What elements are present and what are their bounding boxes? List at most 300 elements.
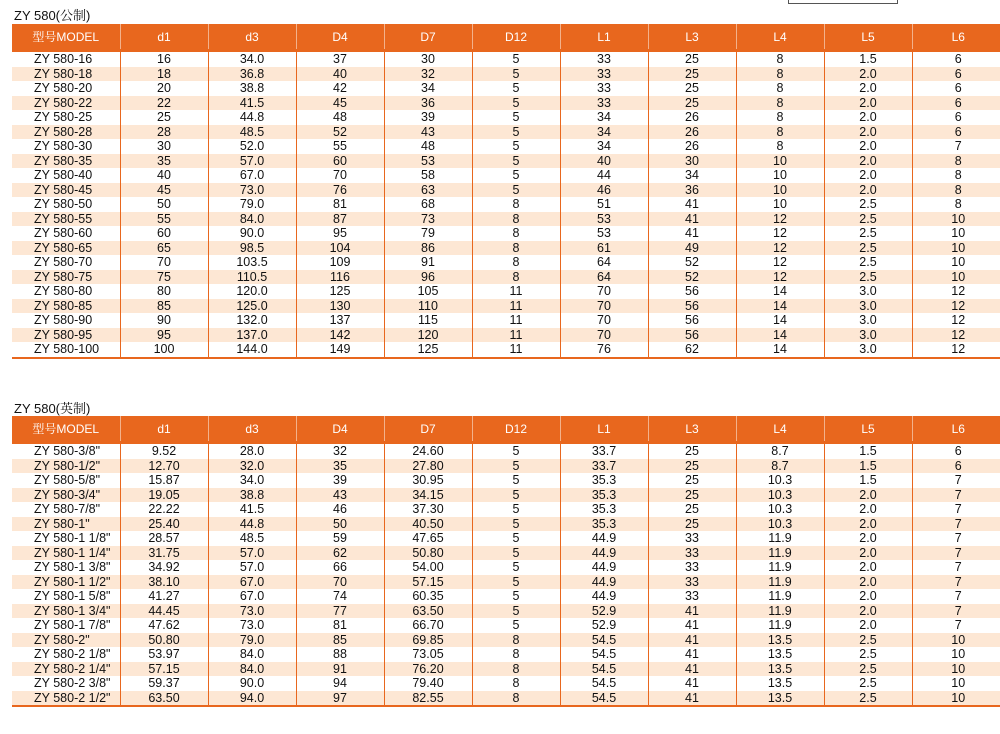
column-header: L4 bbox=[736, 416, 824, 443]
value-cell: 5 bbox=[472, 110, 560, 125]
value-cell: 41.5 bbox=[208, 502, 296, 517]
value-cell: 10 bbox=[912, 270, 1000, 285]
value-cell: 10 bbox=[736, 183, 824, 198]
table-row bbox=[12, 139, 1000, 154]
model-cell: ZY 580-40 bbox=[34, 168, 93, 183]
model-cell: ZY 580-3/8" bbox=[12, 443, 120, 459]
value-cell: 5 bbox=[472, 81, 560, 96]
imperial-header-row bbox=[12, 416, 1000, 443]
column-header: 型号MODEL bbox=[12, 416, 120, 443]
value-cell: 11.9 bbox=[736, 531, 824, 546]
value-cell: 125 bbox=[296, 284, 384, 299]
table-row bbox=[12, 154, 1000, 169]
column-header: L3 bbox=[648, 24, 736, 51]
value-cell: 33 bbox=[648, 546, 736, 561]
value-cell: 1.5 bbox=[824, 459, 912, 474]
table-row bbox=[12, 662, 1000, 677]
column-header: L3 bbox=[648, 416, 736, 443]
value-cell: 34.92 bbox=[120, 560, 208, 575]
value-cell: 2.5 bbox=[824, 197, 912, 212]
model-cell: ZY 580-1 3/8" bbox=[34, 560, 111, 575]
value-cell: 84.0 bbox=[208, 647, 296, 662]
value-cell: 2.0 bbox=[824, 96, 912, 111]
value-cell: 34.15 bbox=[384, 488, 472, 503]
value-cell: 12.70 bbox=[120, 459, 208, 474]
value-cell: 37.30 bbox=[384, 502, 472, 517]
column-header: L1 bbox=[560, 24, 648, 51]
value-cell: 35.3 bbox=[560, 473, 648, 488]
value-cell: 6 bbox=[912, 67, 1000, 82]
value-cell: 2.5 bbox=[824, 212, 912, 227]
value-cell: 41 bbox=[648, 226, 736, 241]
value-cell: 52 bbox=[296, 125, 384, 140]
value-cell: 13.5 bbox=[736, 633, 824, 648]
model-cell: ZY 580-60 bbox=[34, 226, 93, 241]
table-row bbox=[12, 313, 1000, 328]
table-row bbox=[12, 575, 1000, 590]
value-cell: 57.0 bbox=[208, 154, 296, 169]
value-cell: 100 bbox=[120, 342, 208, 358]
value-cell: 35 bbox=[296, 459, 384, 474]
value-cell: 54.5 bbox=[560, 676, 648, 691]
value-cell: 26 bbox=[648, 125, 736, 140]
value-cell: 10 bbox=[736, 197, 824, 212]
value-cell: 5 bbox=[472, 618, 560, 633]
value-cell: 22 bbox=[120, 96, 208, 111]
value-cell: 79.40 bbox=[384, 676, 472, 691]
value-cell: 50 bbox=[296, 517, 384, 532]
value-cell: 20 bbox=[120, 81, 208, 96]
model-cell: ZY 580-45 bbox=[12, 183, 120, 198]
model-cell: ZY 580-100 bbox=[12, 342, 120, 358]
value-cell: 58 bbox=[384, 168, 472, 183]
table-row bbox=[12, 604, 1000, 619]
value-cell: 50.80 bbox=[120, 633, 208, 648]
value-cell: 7 bbox=[912, 560, 1000, 575]
value-cell: 33 bbox=[560, 67, 648, 82]
value-cell: 1.5 bbox=[824, 51, 912, 67]
value-cell: 63 bbox=[384, 183, 472, 198]
value-cell: 57.0 bbox=[208, 560, 296, 575]
model-cell: ZY 580-65 bbox=[12, 241, 120, 256]
value-cell: 33.7 bbox=[560, 459, 648, 474]
value-cell: 5 bbox=[472, 154, 560, 169]
value-cell: 18 bbox=[120, 67, 208, 82]
value-cell: 2.0 bbox=[824, 125, 912, 140]
value-cell: 70 bbox=[560, 299, 648, 314]
value-cell: 7 bbox=[912, 502, 1000, 517]
value-cell: 41 bbox=[648, 691, 736, 707]
model-cell: ZY 580-1 1/4" bbox=[12, 546, 120, 561]
value-cell: 19.05 bbox=[120, 488, 208, 503]
value-cell: 44 bbox=[560, 168, 648, 183]
model-cell: ZY 580-2 1/8" bbox=[34, 647, 111, 662]
value-cell: 55 bbox=[296, 139, 384, 154]
value-cell: 10 bbox=[736, 154, 824, 169]
value-cell: 66 bbox=[296, 560, 384, 575]
metric-header-row bbox=[12, 24, 1000, 51]
value-cell: 56 bbox=[648, 284, 736, 299]
value-cell: 28.0 bbox=[208, 443, 296, 459]
model-cell: ZY 580-1" bbox=[12, 517, 120, 532]
value-cell: 3.0 bbox=[824, 313, 912, 328]
value-cell: 74 bbox=[296, 589, 384, 604]
value-cell: 2.5 bbox=[824, 691, 912, 707]
value-cell: 40 bbox=[560, 154, 648, 169]
value-cell: 53 bbox=[560, 212, 648, 227]
value-cell: 40.50 bbox=[384, 517, 472, 532]
value-cell: 5 bbox=[472, 183, 560, 198]
model-cell: ZY 580-30 bbox=[34, 139, 93, 154]
value-cell: 33 bbox=[560, 81, 648, 96]
value-cell: 2.5 bbox=[824, 270, 912, 285]
table-row bbox=[12, 125, 1000, 140]
value-cell: 5 bbox=[472, 589, 560, 604]
value-cell: 12 bbox=[736, 270, 824, 285]
model-cell: ZY 580-50 bbox=[34, 197, 93, 212]
model-cell: ZY 580-16 bbox=[12, 51, 120, 67]
value-cell: 6 bbox=[912, 110, 1000, 125]
value-cell: 11 bbox=[472, 342, 560, 358]
value-cell: 50.80 bbox=[384, 546, 472, 561]
value-cell: 5 bbox=[472, 560, 560, 575]
value-cell: 84.0 bbox=[208, 212, 296, 227]
value-cell: 6 bbox=[912, 459, 1000, 474]
table-row bbox=[12, 589, 1000, 604]
value-cell: 10 bbox=[912, 633, 1000, 648]
table-row bbox=[12, 51, 1000, 67]
value-cell: 2.5 bbox=[824, 241, 912, 256]
value-cell: 56 bbox=[648, 299, 736, 314]
value-cell: 144.0 bbox=[208, 342, 296, 358]
value-cell: 52.0 bbox=[208, 139, 296, 154]
metric-section-title: ZY 580(公制) bbox=[14, 8, 91, 23]
value-cell: 40 bbox=[120, 168, 208, 183]
value-cell: 11.9 bbox=[736, 589, 824, 604]
model-cell: ZY 580-18 bbox=[12, 67, 120, 82]
model-cell: ZY 580-80 bbox=[34, 284, 93, 299]
value-cell: 2.5 bbox=[824, 676, 912, 691]
value-cell: 44.9 bbox=[560, 546, 648, 561]
table-row bbox=[12, 517, 1000, 532]
value-cell: 25 bbox=[648, 67, 736, 82]
value-cell: 48 bbox=[296, 110, 384, 125]
value-cell: 2.0 bbox=[824, 168, 912, 183]
value-cell: 5 bbox=[472, 67, 560, 82]
value-cell: 63.50 bbox=[120, 691, 208, 707]
table-row bbox=[12, 676, 1000, 691]
value-cell: 44.45 bbox=[120, 604, 208, 619]
value-cell: 59.37 bbox=[120, 676, 208, 691]
value-cell: 54.00 bbox=[384, 560, 472, 575]
value-cell: 25 bbox=[648, 459, 736, 474]
value-cell: 3.0 bbox=[824, 342, 912, 358]
value-cell: 42 bbox=[296, 81, 384, 96]
value-cell: 35.3 bbox=[560, 517, 648, 532]
table-row bbox=[12, 502, 1000, 517]
value-cell: 13.5 bbox=[736, 691, 824, 707]
value-cell: 2.0 bbox=[824, 546, 912, 561]
value-cell: 14 bbox=[736, 313, 824, 328]
value-cell: 25.40 bbox=[120, 517, 208, 532]
value-cell: 35 bbox=[120, 154, 208, 169]
value-cell: 95 bbox=[120, 328, 208, 343]
table-row bbox=[12, 633, 1000, 648]
imperial-spec-table bbox=[12, 416, 1000, 707]
metric-spec-table bbox=[12, 24, 1000, 359]
value-cell: 7 bbox=[912, 546, 1000, 561]
value-cell: 44.9 bbox=[560, 575, 648, 590]
value-cell: 41 bbox=[648, 647, 736, 662]
column-header: D7 bbox=[384, 416, 472, 443]
model-cell: ZY 580-20 bbox=[34, 81, 93, 96]
value-cell: 8.7 bbox=[736, 443, 824, 459]
value-cell: 10 bbox=[912, 255, 1000, 270]
column-header: D12 bbox=[472, 24, 560, 51]
value-cell: 41 bbox=[648, 604, 736, 619]
value-cell: 54.5 bbox=[560, 647, 648, 662]
value-cell: 54.5 bbox=[560, 633, 648, 648]
value-cell: 79 bbox=[384, 226, 472, 241]
value-cell: 73 bbox=[384, 212, 472, 227]
value-cell: 33 bbox=[648, 560, 736, 575]
model-cell: ZY 580-7/8" bbox=[34, 502, 101, 517]
value-cell: 8 bbox=[472, 676, 560, 691]
column-header: L5 bbox=[824, 24, 912, 51]
value-cell: 56 bbox=[648, 313, 736, 328]
value-cell: 65 bbox=[120, 241, 208, 256]
value-cell: 11 bbox=[472, 313, 560, 328]
value-cell: 67.0 bbox=[208, 168, 296, 183]
value-cell: 8 bbox=[472, 647, 560, 662]
value-cell: 2.5 bbox=[824, 226, 912, 241]
value-cell: 41 bbox=[648, 676, 736, 691]
value-cell: 11.9 bbox=[736, 546, 824, 561]
column-header: d3 bbox=[208, 24, 296, 51]
table-row bbox=[12, 328, 1000, 343]
value-cell: 53 bbox=[560, 226, 648, 241]
value-cell: 6 bbox=[912, 125, 1000, 140]
value-cell: 2.0 bbox=[824, 604, 912, 619]
column-header: D4 bbox=[296, 416, 384, 443]
model-cell: ZY 580-2 3/8" bbox=[34, 676, 111, 691]
value-cell: 5 bbox=[472, 96, 560, 111]
value-cell: 2.0 bbox=[824, 81, 912, 96]
value-cell: 51 bbox=[560, 197, 648, 212]
column-header: 型号MODEL bbox=[12, 24, 120, 51]
value-cell: 48 bbox=[384, 139, 472, 154]
value-cell: 33 bbox=[648, 575, 736, 590]
value-cell: 109 bbox=[296, 255, 384, 270]
value-cell: 14 bbox=[736, 299, 824, 314]
value-cell: 5 bbox=[472, 473, 560, 488]
value-cell: 52 bbox=[648, 270, 736, 285]
value-cell: 8 bbox=[472, 633, 560, 648]
value-cell: 12 bbox=[736, 255, 824, 270]
value-cell: 34 bbox=[648, 168, 736, 183]
value-cell: 39 bbox=[296, 473, 384, 488]
value-cell: 43 bbox=[296, 488, 384, 503]
model-cell: ZY 580-2 1/4" bbox=[12, 662, 120, 677]
value-cell: 7 bbox=[912, 575, 1000, 590]
table-row bbox=[12, 459, 1000, 474]
value-cell: 137.0 bbox=[208, 328, 296, 343]
value-cell: 8 bbox=[472, 691, 560, 707]
value-cell: 11 bbox=[472, 284, 560, 299]
value-cell: 110 bbox=[384, 299, 472, 314]
value-cell: 36 bbox=[384, 96, 472, 111]
value-cell: 30 bbox=[384, 51, 472, 67]
table-row bbox=[12, 473, 1000, 488]
value-cell: 2.0 bbox=[824, 110, 912, 125]
value-cell: 12 bbox=[912, 328, 1000, 343]
value-cell: 41 bbox=[648, 633, 736, 648]
value-cell: 12 bbox=[736, 241, 824, 256]
value-cell: 63.50 bbox=[384, 604, 472, 619]
value-cell: 33 bbox=[560, 51, 648, 67]
value-cell: 7 bbox=[912, 531, 1000, 546]
value-cell: 80 bbox=[120, 284, 208, 299]
value-cell: 73.0 bbox=[208, 604, 296, 619]
value-cell: 5 bbox=[472, 546, 560, 561]
column-header: L1 bbox=[560, 416, 648, 443]
value-cell: 79.0 bbox=[208, 197, 296, 212]
model-cell: ZY 580-2" bbox=[12, 633, 120, 648]
value-cell: 41.27 bbox=[120, 589, 208, 604]
table-row bbox=[12, 546, 1000, 561]
value-cell: 48.5 bbox=[208, 531, 296, 546]
value-cell: 90 bbox=[120, 313, 208, 328]
model-cell: ZY 580-5/8" bbox=[34, 473, 101, 488]
value-cell: 11 bbox=[472, 299, 560, 314]
value-cell: 12 bbox=[912, 342, 1000, 358]
table-row bbox=[12, 241, 1000, 256]
value-cell: 82.55 bbox=[384, 691, 472, 707]
value-cell: 69.85 bbox=[384, 633, 472, 648]
value-cell: 67.0 bbox=[208, 575, 296, 590]
value-cell: 5 bbox=[472, 125, 560, 140]
value-cell: 7 bbox=[912, 488, 1000, 503]
column-header: d1 bbox=[120, 24, 208, 51]
value-cell: 70 bbox=[560, 328, 648, 343]
value-cell: 6 bbox=[912, 51, 1000, 67]
value-cell: 8 bbox=[472, 662, 560, 677]
value-cell: 26 bbox=[648, 139, 736, 154]
value-cell: 1.5 bbox=[824, 473, 912, 488]
value-cell: 8 bbox=[472, 270, 560, 285]
value-cell: 54.5 bbox=[560, 662, 648, 677]
value-cell: 46 bbox=[560, 183, 648, 198]
value-cell: 8 bbox=[736, 125, 824, 140]
value-cell: 2.5 bbox=[824, 255, 912, 270]
value-cell: 57.15 bbox=[120, 662, 208, 677]
table-row bbox=[12, 284, 1000, 299]
value-cell: 44.9 bbox=[560, 589, 648, 604]
column-header: L4 bbox=[736, 24, 824, 51]
value-cell: 8 bbox=[912, 154, 1000, 169]
value-cell: 30 bbox=[120, 139, 208, 154]
table-row bbox=[12, 647, 1000, 662]
value-cell: 44.8 bbox=[208, 110, 296, 125]
value-cell: 40 bbox=[296, 67, 384, 82]
value-cell: 142 bbox=[296, 328, 384, 343]
value-cell: 56 bbox=[648, 328, 736, 343]
value-cell: 28.57 bbox=[120, 531, 208, 546]
table-row bbox=[12, 270, 1000, 285]
value-cell: 8 bbox=[736, 51, 824, 67]
value-cell: 25 bbox=[120, 110, 208, 125]
value-cell: 10 bbox=[912, 212, 1000, 227]
value-cell: 88 bbox=[296, 647, 384, 662]
value-cell: 5 bbox=[472, 139, 560, 154]
value-cell: 34 bbox=[560, 125, 648, 140]
corner-frame bbox=[788, 0, 898, 4]
value-cell: 10 bbox=[912, 662, 1000, 677]
model-cell: ZY 580-22 bbox=[12, 96, 120, 111]
value-cell: 13.5 bbox=[736, 662, 824, 677]
value-cell: 12 bbox=[912, 299, 1000, 314]
value-cell: 2.0 bbox=[824, 183, 912, 198]
value-cell: 25 bbox=[648, 51, 736, 67]
value-cell: 33 bbox=[560, 96, 648, 111]
value-cell: 61 bbox=[560, 241, 648, 256]
value-cell: 10 bbox=[912, 691, 1000, 707]
value-cell: 79.0 bbox=[208, 633, 296, 648]
value-cell: 10 bbox=[912, 226, 1000, 241]
value-cell: 67.0 bbox=[208, 589, 296, 604]
value-cell: 53.97 bbox=[120, 647, 208, 662]
value-cell: 37 bbox=[296, 51, 384, 67]
value-cell: 2.0 bbox=[824, 67, 912, 82]
value-cell: 28 bbox=[120, 125, 208, 140]
value-cell: 57.0 bbox=[208, 546, 296, 561]
value-cell: 25 bbox=[648, 473, 736, 488]
value-cell: 44.9 bbox=[560, 560, 648, 575]
value-cell: 3.0 bbox=[824, 284, 912, 299]
value-cell: 94.0 bbox=[208, 691, 296, 707]
value-cell: 10 bbox=[912, 647, 1000, 662]
value-cell: 70 bbox=[296, 575, 384, 590]
value-cell: 26 bbox=[648, 110, 736, 125]
column-header: D4 bbox=[296, 24, 384, 51]
column-header: D12 bbox=[472, 416, 560, 443]
value-cell: 7 bbox=[912, 618, 1000, 633]
value-cell: 2.5 bbox=[824, 633, 912, 648]
model-cell: ZY 580-1 7/8" bbox=[34, 618, 111, 633]
model-cell: ZY 580-25 bbox=[34, 110, 93, 125]
model-cell: ZY 580-75 bbox=[12, 270, 120, 285]
value-cell: 75 bbox=[120, 270, 208, 285]
value-cell: 12 bbox=[736, 226, 824, 241]
value-cell: 25 bbox=[648, 81, 736, 96]
model-cell: ZY 580-85 bbox=[12, 299, 120, 314]
value-cell: 81 bbox=[296, 618, 384, 633]
value-cell: 105 bbox=[384, 284, 472, 299]
value-cell: 38.8 bbox=[208, 81, 296, 96]
value-cell: 73.05 bbox=[384, 647, 472, 662]
value-cell: 5 bbox=[472, 51, 560, 67]
value-cell: 81 bbox=[296, 197, 384, 212]
value-cell: 25 bbox=[648, 96, 736, 111]
value-cell: 73.0 bbox=[208, 183, 296, 198]
value-cell: 60 bbox=[120, 226, 208, 241]
table-row bbox=[12, 168, 1000, 183]
value-cell: 90.0 bbox=[208, 226, 296, 241]
column-header: d1 bbox=[120, 416, 208, 443]
value-cell: 35.3 bbox=[560, 502, 648, 517]
value-cell: 2.0 bbox=[824, 502, 912, 517]
table-row bbox=[12, 183, 1000, 198]
